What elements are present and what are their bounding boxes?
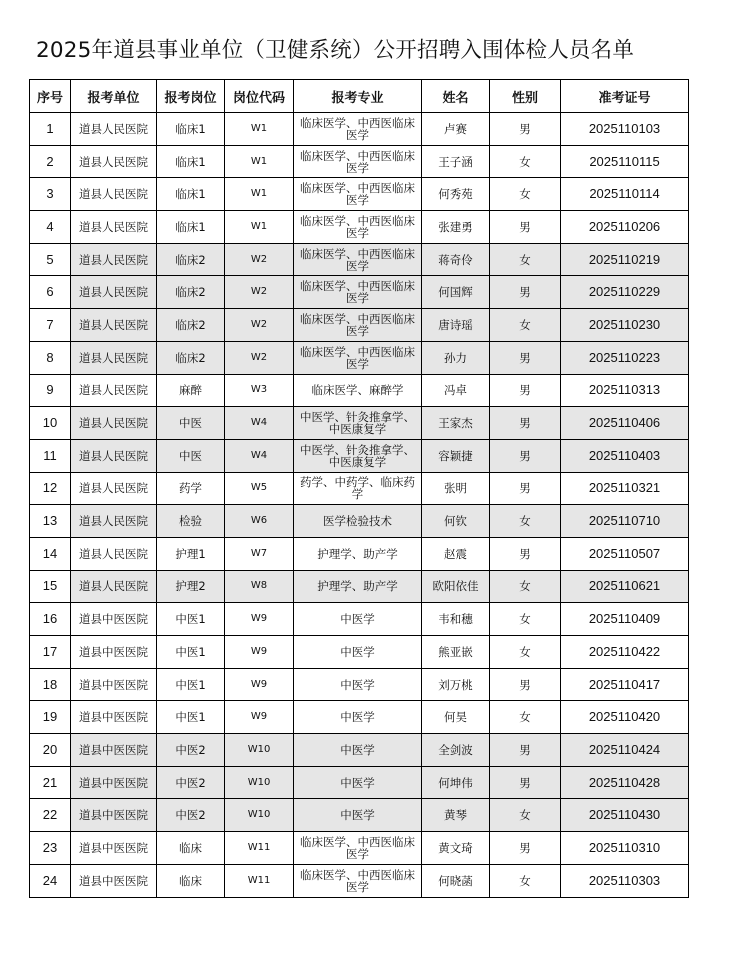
cell-no: 23	[30, 832, 71, 865]
cell-exam-id: 2025110422	[561, 636, 689, 669]
cell-post: 中医	[157, 407, 225, 440]
cell-major: 临床医学、中西医临床医学	[294, 113, 422, 146]
table-row	[30, 178, 689, 211]
cell-no: 13	[30, 505, 71, 538]
table-row	[30, 407, 689, 440]
header-major: 报考专业	[294, 80, 422, 113]
cell-name: 何坤伟	[422, 766, 490, 799]
cell-no: 24	[30, 864, 71, 897]
cell-unit: 道县人民医院	[71, 407, 157, 440]
cell-code: W2	[225, 276, 294, 309]
cell-name: 刘万桃	[422, 668, 490, 701]
table-row	[30, 439, 689, 472]
cell-unit: 道县人民医院	[71, 243, 157, 276]
table-row	[30, 472, 689, 505]
cell-exam-id: 2025110406	[561, 407, 689, 440]
cell-no: 14	[30, 537, 71, 570]
cell-gender: 男	[490, 439, 561, 472]
cell-unit: 道县人民医院	[71, 211, 157, 244]
cell-exam-id: 2025110229	[561, 276, 689, 309]
cell-exam-id: 2025110409	[561, 603, 689, 636]
cell-major: 中医学	[294, 701, 422, 734]
cell-name: 何国辉	[422, 276, 490, 309]
cell-major: 中医学	[294, 668, 422, 701]
cell-unit: 道县中医医院	[71, 832, 157, 865]
table-row	[30, 276, 689, 309]
cell-no: 1	[30, 113, 71, 146]
cell-gender: 男	[490, 407, 561, 440]
cell-major: 临床医学、中西医临床医学	[294, 145, 422, 178]
cell-unit: 道县人民医院	[71, 570, 157, 603]
cell-unit: 道县人民医院	[71, 276, 157, 309]
header-name: 姓名	[422, 80, 490, 113]
cell-gender: 男	[490, 276, 561, 309]
cell-exam-id: 2025110206	[561, 211, 689, 244]
cell-unit: 道县人民医院	[71, 537, 157, 570]
cell-gender: 女	[490, 701, 561, 734]
cell-name: 王子涵	[422, 145, 490, 178]
cell-no: 16	[30, 603, 71, 636]
cell-name: 冯卓	[422, 374, 490, 407]
cell-unit: 道县中医医院	[71, 766, 157, 799]
cell-major: 中医学、针灸推拿学、中医康复学	[294, 407, 422, 440]
cell-no: 10	[30, 407, 71, 440]
cell-unit: 道县人民医院	[71, 505, 157, 538]
cell-post: 临床2	[157, 243, 225, 276]
cell-gender: 男	[490, 211, 561, 244]
cell-gender: 女	[490, 145, 561, 178]
cell-post: 检验	[157, 505, 225, 538]
cell-major: 护理学、助产学	[294, 570, 422, 603]
cell-gender: 男	[490, 668, 561, 701]
cell-no: 5	[30, 243, 71, 276]
cell-no: 18	[30, 668, 71, 701]
cell-code: W2	[225, 341, 294, 374]
cell-name: 熊亚嵌	[422, 636, 490, 669]
cell-gender: 女	[490, 570, 561, 603]
cell-unit: 道县人民医院	[71, 145, 157, 178]
cell-post: 中医1	[157, 636, 225, 669]
cell-code: W1	[225, 178, 294, 211]
table-row	[30, 799, 689, 832]
cell-no: 22	[30, 799, 71, 832]
cell-unit: 道县中医医院	[71, 864, 157, 897]
cell-unit: 道县人民医院	[71, 178, 157, 211]
cell-no: 19	[30, 701, 71, 734]
header-code: 岗位代码	[225, 80, 294, 113]
cell-unit: 道县中医医院	[71, 799, 157, 832]
cell-gender: 男	[490, 341, 561, 374]
cell-unit: 道县中医医院	[71, 734, 157, 767]
cell-code: W2	[225, 243, 294, 276]
cell-unit: 道县人民医院	[71, 374, 157, 407]
cell-post: 麻醉	[157, 374, 225, 407]
cell-post: 中医2	[157, 799, 225, 832]
cell-major: 中医学	[294, 799, 422, 832]
cell-name: 唐诗瑶	[422, 309, 490, 342]
candidates-table	[29, 79, 689, 898]
table-row	[30, 145, 689, 178]
cell-major: 临床医学、中西医临床医学	[294, 864, 422, 897]
cell-gender: 男	[490, 734, 561, 767]
cell-major: 护理学、助产学	[294, 537, 422, 570]
cell-post: 临床2	[157, 341, 225, 374]
cell-major: 临床医学、中西医临床医学	[294, 276, 422, 309]
cell-exam-id: 2025110321	[561, 472, 689, 505]
cell-exam-id: 2025110710	[561, 505, 689, 538]
cell-exam-id: 2025110428	[561, 766, 689, 799]
cell-name: 何秀苑	[422, 178, 490, 211]
cell-major: 临床医学、中西医临床医学	[294, 309, 422, 342]
cell-gender: 女	[490, 799, 561, 832]
cell-name: 何昊	[422, 701, 490, 734]
cell-code: W6	[225, 505, 294, 538]
cell-major: 中医学	[294, 636, 422, 669]
cell-code: W9	[225, 668, 294, 701]
cell-code: W11	[225, 832, 294, 865]
cell-exam-id: 2025110621	[561, 570, 689, 603]
table-row	[30, 537, 689, 570]
cell-code: W8	[225, 570, 294, 603]
cell-code: W2	[225, 309, 294, 342]
cell-name: 黄琴	[422, 799, 490, 832]
cell-exam-id: 2025110310	[561, 832, 689, 865]
cell-code: W3	[225, 374, 294, 407]
cell-gender: 男	[490, 832, 561, 865]
cell-no: 17	[30, 636, 71, 669]
page-title: 2025年道县事业单位（卫健系统）公开招聘入围体检人员名单	[36, 38, 635, 63]
cell-post: 中医1	[157, 701, 225, 734]
cell-post: 临床2	[157, 276, 225, 309]
header-exam-id: 准考证号	[561, 80, 689, 113]
cell-major: 临床医学、中西医临床医学	[294, 178, 422, 211]
cell-code: W9	[225, 701, 294, 734]
cell-exam-id: 2025110114	[561, 178, 689, 211]
table-row	[30, 668, 689, 701]
cell-code: W1	[225, 211, 294, 244]
table-row	[30, 734, 689, 767]
cell-post: 中医2	[157, 766, 225, 799]
table-row	[30, 211, 689, 244]
cell-no: 11	[30, 439, 71, 472]
cell-exam-id: 2025110420	[561, 701, 689, 734]
cell-code: W7	[225, 537, 294, 570]
cell-post: 药学	[157, 472, 225, 505]
cell-exam-id: 2025110103	[561, 113, 689, 146]
cell-name: 全剑波	[422, 734, 490, 767]
cell-no: 7	[30, 309, 71, 342]
cell-exam-id: 2025110507	[561, 537, 689, 570]
cell-gender: 女	[490, 864, 561, 897]
cell-unit: 道县人民医院	[71, 113, 157, 146]
cell-gender: 男	[490, 374, 561, 407]
cell-post: 临床2	[157, 309, 225, 342]
cell-no: 15	[30, 570, 71, 603]
cell-gender: 女	[490, 178, 561, 211]
cell-code: W4	[225, 439, 294, 472]
cell-name: 黄文琦	[422, 832, 490, 865]
cell-code: W4	[225, 407, 294, 440]
cell-code: W11	[225, 864, 294, 897]
cell-code: W9	[225, 636, 294, 669]
cell-post: 中医2	[157, 734, 225, 767]
table-row	[30, 636, 689, 669]
cell-post: 临床	[157, 864, 225, 897]
cell-major: 临床医学、中西医临床医学	[294, 832, 422, 865]
table-row	[30, 374, 689, 407]
cell-unit: 道县中医医院	[71, 668, 157, 701]
cell-exam-id: 2025110313	[561, 374, 689, 407]
cell-gender: 男	[490, 113, 561, 146]
cell-unit: 道县中医医院	[71, 636, 157, 669]
cell-code: W10	[225, 799, 294, 832]
cell-major: 中医学、针灸推拿学、中医康复学	[294, 439, 422, 472]
cell-no: 6	[30, 276, 71, 309]
cell-code: W5	[225, 472, 294, 505]
cell-major: 中医学	[294, 734, 422, 767]
cell-unit: 道县人民医院	[71, 439, 157, 472]
cell-name: 张建勇	[422, 211, 490, 244]
cell-name: 何晓菡	[422, 864, 490, 897]
table-row	[30, 113, 689, 146]
cell-no: 8	[30, 341, 71, 374]
table-row	[30, 341, 689, 374]
cell-exam-id: 2025110417	[561, 668, 689, 701]
cell-name: 张明	[422, 472, 490, 505]
cell-exam-id: 2025110430	[561, 799, 689, 832]
cell-post: 临床1	[157, 145, 225, 178]
cell-code: W10	[225, 734, 294, 767]
cell-exam-id: 2025110219	[561, 243, 689, 276]
cell-major: 医学检验技术	[294, 505, 422, 538]
cell-name: 赵震	[422, 537, 490, 570]
cell-no: 12	[30, 472, 71, 505]
table-row	[30, 505, 689, 538]
header-gender: 性别	[490, 80, 561, 113]
header-no: 序号	[30, 80, 71, 113]
cell-post: 护理2	[157, 570, 225, 603]
cell-gender: 女	[490, 505, 561, 538]
table-row	[30, 243, 689, 276]
cell-post: 中医1	[157, 603, 225, 636]
cell-post: 中医	[157, 439, 225, 472]
cell-exam-id: 2025110303	[561, 864, 689, 897]
cell-name: 孙力	[422, 341, 490, 374]
cell-post: 护理1	[157, 537, 225, 570]
cell-name: 何钦	[422, 505, 490, 538]
header-row	[30, 80, 689, 113]
cell-major: 药学、中药学、临床药学	[294, 472, 422, 505]
cell-gender: 女	[490, 309, 561, 342]
cell-no: 3	[30, 178, 71, 211]
header-unit: 报考单位	[71, 80, 157, 113]
cell-major: 临床医学、中西医临床医学	[294, 341, 422, 374]
cell-code: W1	[225, 145, 294, 178]
cell-exam-id: 2025110424	[561, 734, 689, 767]
cell-post: 临床	[157, 832, 225, 865]
cell-no: 20	[30, 734, 71, 767]
cell-major: 临床医学、中西医临床医学	[294, 243, 422, 276]
cell-name: 欧阳依佳	[422, 570, 490, 603]
cell-name: 韦和穗	[422, 603, 490, 636]
table-row	[30, 864, 689, 897]
cell-gender: 男	[490, 537, 561, 570]
cell-unit: 道县人民医院	[71, 341, 157, 374]
cell-code: W9	[225, 603, 294, 636]
cell-name: 卢赛	[422, 113, 490, 146]
table-row	[30, 766, 689, 799]
cell-major: 临床医学、中西医临床医学	[294, 211, 422, 244]
cell-post: 中医1	[157, 668, 225, 701]
cell-code: W1	[225, 113, 294, 146]
cell-name: 蒋奇伶	[422, 243, 490, 276]
header-post: 报考岗位	[157, 80, 225, 113]
cell-exam-id: 2025110115	[561, 145, 689, 178]
cell-major: 临床医学、麻醉学	[294, 374, 422, 407]
cell-unit: 道县中医医院	[71, 603, 157, 636]
cell-major: 中医学	[294, 603, 422, 636]
cell-major: 中医学	[294, 766, 422, 799]
cell-post: 临床1	[157, 211, 225, 244]
table-row	[30, 570, 689, 603]
cell-post: 临床1	[157, 113, 225, 146]
cell-unit: 道县人民医院	[71, 472, 157, 505]
cell-code: W10	[225, 766, 294, 799]
cell-gender: 男	[490, 472, 561, 505]
cell-exam-id: 2025110403	[561, 439, 689, 472]
table-row	[30, 832, 689, 865]
table-row	[30, 309, 689, 342]
cell-no: 21	[30, 766, 71, 799]
cell-gender: 女	[490, 636, 561, 669]
cell-exam-id: 2025110223	[561, 341, 689, 374]
cell-gender: 男	[490, 766, 561, 799]
table-row	[30, 603, 689, 636]
table-row	[30, 701, 689, 734]
cell-no: 9	[30, 374, 71, 407]
cell-unit: 道县人民医院	[71, 309, 157, 342]
cell-name: 容颖捷	[422, 439, 490, 472]
cell-unit: 道县中医医院	[71, 701, 157, 734]
cell-no: 4	[30, 211, 71, 244]
cell-gender: 女	[490, 603, 561, 636]
cell-exam-id: 2025110230	[561, 309, 689, 342]
cell-gender: 女	[490, 243, 561, 276]
cell-post: 临床1	[157, 178, 225, 211]
cell-name: 王家杰	[422, 407, 490, 440]
cell-no: 2	[30, 145, 71, 178]
